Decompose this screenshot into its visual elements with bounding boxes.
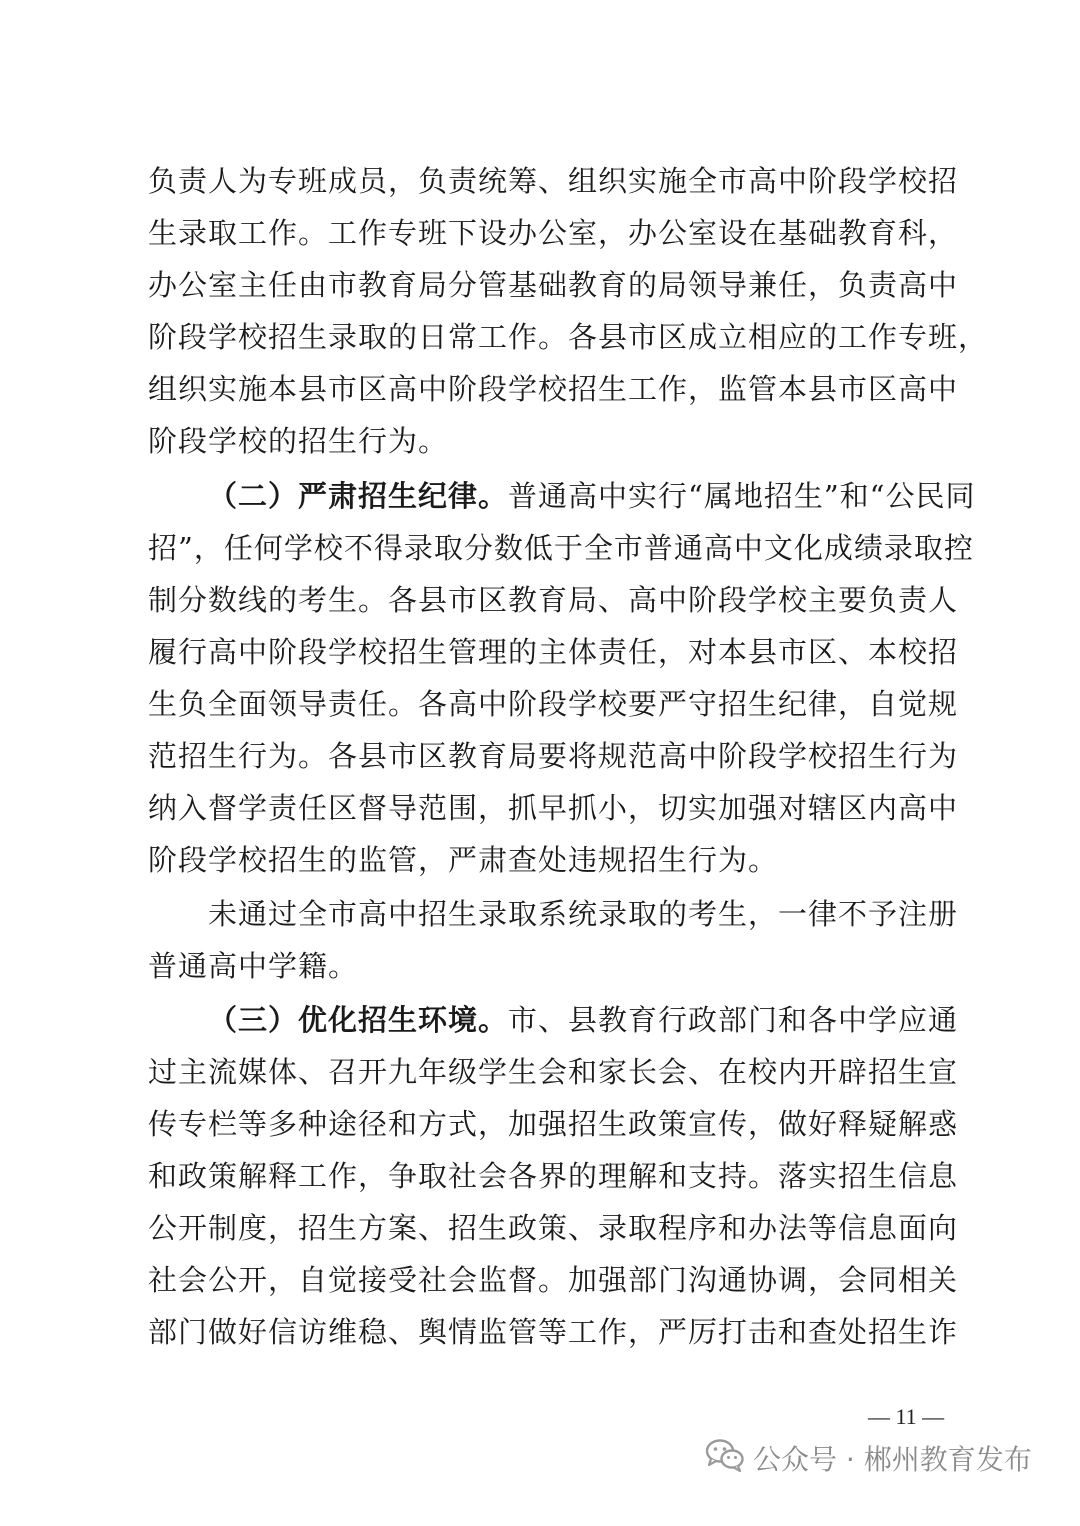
paragraph-line: 负责人为专班成员，负责统筹、组织实施全市高中阶段学校招 [148,164,959,198]
paragraph-line: 招”，任何学校不得录取分数低于全市普通高中文化成绩录取控 [148,531,974,565]
paragraph-line: 未通过全市高中招生录取系统录取的考生，一律不予注册 [208,897,959,931]
paragraph-line: 生负全面领导责任。各高中阶段学校要严守招生纪律，自觉规 [148,687,959,721]
paragraph-line: 履行高中阶段学校招生管理的主体责任，对本县市区、本校招 [148,635,959,669]
section-2-first-line [208,470,976,522]
paragraph-line: 普通高中学籍。 [148,949,359,983]
paragraph-line: 组织实施本县市区高中阶段学校招生工作，监管本县市区高中 [148,372,959,406]
paragraph-line: 阶段学校的招生行为。 [148,424,449,458]
watermark-text: 公众号 · 郴州教育发布 [753,1443,1032,1476]
section-2-heading: （二）严肃招生纪律。 [208,479,509,513]
paragraph-line: 公开制度，招生方案、招生政策、录取程序和办法等信息面向 [148,1211,959,1245]
paragraph-line: 传专栏等多种途径和方式，加强招生政策宣传，做好释疑解惑 [148,1107,959,1141]
section-2-first-text: 普通高中实行“属地招生”和“公民同 [508,479,976,513]
paragraph-line: 社会公开，自觉接受社会监督。加强部门沟通协调，会同相关 [148,1263,959,1297]
paragraph-line: 办公室主任由市教育局分管基础教育的局领导兼任，负责高中 [148,268,959,302]
wechat-icon [705,1438,745,1479]
paragraph-line: 阶段学校招生的监管，严肃查处违规招生行为。 [148,843,779,877]
paragraph-line: 阶段学校招生录取的日常工作。各县市区成立相应的工作专班， [148,320,989,354]
paragraph-line: 范招生行为。各县市区教育局要将规范高中阶段学校招生行为 [148,739,959,773]
paragraph-line: 纳入督学责任区督导范围，抓早抓小，切实加强对辖区内高中 [148,791,959,825]
watermark [705,1436,1032,1480]
paragraph-line: 过主流媒体、召开九年级学生会和家长会、在校内开辟招生宣 [148,1055,959,1089]
section-3-heading: （三）优化招生环境。 [208,1003,509,1037]
paragraph-line: 制分数线的考生。各县市区教育局、高中阶段学校主要负责人 [148,583,959,617]
paragraph-line: 部门做好信访维稳、舆情监管等工作，严厉打击和查处招生诈 [148,1315,959,1349]
paragraph-line: 和政策解释工作，争取社会各界的理解和支持。落实招生信息 [148,1159,959,1193]
section-3-first-text: 市、县教育行政部门和各中学应通 [508,1003,959,1037]
page-number: — 11 — [868,1404,945,1429]
section-3-first-line [208,994,959,1046]
paragraph-line: 生录取工作。工作专班下设办公室，办公室设在基础教育科， [148,216,959,250]
